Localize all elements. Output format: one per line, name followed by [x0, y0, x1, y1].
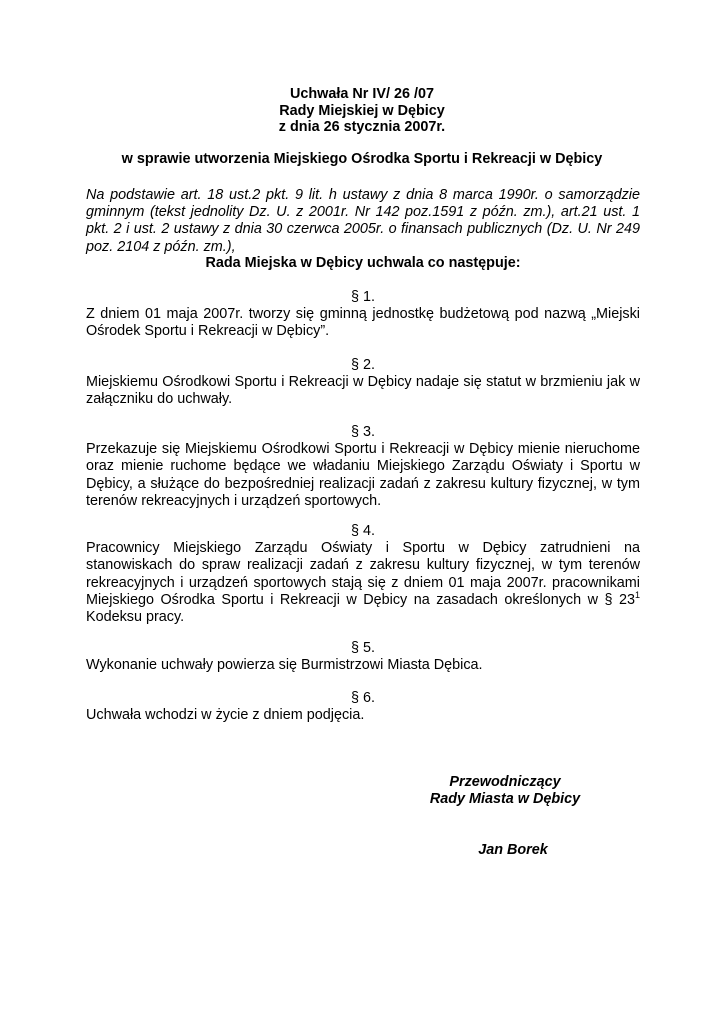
section-text: Wykonanie uchwały powierza się Burmistrzowi Miasta Dębica. — [86, 657, 483, 674]
resolution-date: z dnia 26 stycznia 2007r. — [278, 119, 446, 135]
section-1 — [86, 289, 640, 341]
council-name: Rady Miejskiej w Dębicy — [279, 102, 445, 119]
resolution-number: Uchwała Nr IV/ 26 /07 — [290, 86, 434, 102]
section-3 — [86, 424, 640, 510]
section-text: Miejskiemu Ośrodkowi Sportu i Rekreacji w Dębicy nadaje się statut w brzmieniu jak w załączniku do uchwały. — [86, 374, 640, 408]
section-title: § 4. — [350, 523, 375, 539]
signature-title-line2: Rady Miasta w Dębicy — [429, 791, 581, 807]
section-text: Przekazuje się Miejskiemu Ośrodkowi Sportu i Rekreacji w Dębicy mienie nieruchome oraz mienie ruchome będące we władaniu Miejskiego Zarządu Oświaty i Sportu w Dębicy, a służące do bezpośredniej realizacji zadań z zakresu kultury fizycznej, w tym terenów rekreacyjnych i urządzeń sportowych. — [86, 441, 640, 509]
section-title: § 5. — [350, 640, 375, 656]
section-2 — [86, 357, 640, 409]
section-title: § 3. — [350, 424, 375, 440]
section-text: Z dniem 01 maja 2007r. tworzy się gminną jednostkę budżetową pod nazwą „Miejski Ośrodek Sportu i Rekreacji w Dębicy”. — [86, 306, 640, 340]
section-text-main: Pracownicy Miejskiego Zarządu Oświaty i Sportu w Dębicy zatrudnieni na stanowiskach do spraw realizacji zadań z zakresu kultury fizycznej, w tym terenów rekreacyjnych i urządzeń sportowych stają się z dniem 01 maja 2007r. pracownikami Miejskiego Ośrodka Sportu i Rekreacji w Dębicy na zasadach określonych w § 23 — [86, 540, 640, 608]
section-4 — [86, 523, 640, 626]
section-title: § 2. — [350, 357, 375, 373]
signature-title-line1: Przewodniczący — [449, 774, 561, 790]
section-text — [86, 540, 640, 626]
resolution-header — [0, 86, 724, 136]
section-title: § 1. — [350, 289, 375, 305]
section-title: § 6. — [350, 690, 375, 706]
section-5 — [86, 640, 640, 674]
section-text: Uchwała wchodzi w życie z dniem podjęcia. — [86, 707, 365, 724]
section-6 — [86, 690, 640, 724]
signatory-name: Jan Borek — [478, 842, 548, 858]
section-text-tail: Kodeksu pracy. — [86, 609, 185, 626]
legal-basis: Na podstawie art. 18 ust.2 pkt. 9 lit. h ustawy z dnia 8 marca 1990r. o samorządzie gminnym (tekst jednolity Dz. U. z 2001r. Nr 142 poz.1591 z późn. zm.), art.21 ust. 1 pkt. 2 i ust. 2 ustawy z dnia 30 czerwca 2005r. o finansach publicznych (Dz. U. Nr 249 poz. 2104 z późn. zm.), — [86, 187, 640, 255]
resolution-subject: w sprawie utworzenia Miejskiego Ośrodka Sportu i Rekreacji w Dębicy — [121, 151, 603, 167]
resolve-statement: Rada Miejska w Dębicy uchwala co następuje: — [205, 255, 521, 271]
article-superscript: 1 — [634, 590, 640, 601]
